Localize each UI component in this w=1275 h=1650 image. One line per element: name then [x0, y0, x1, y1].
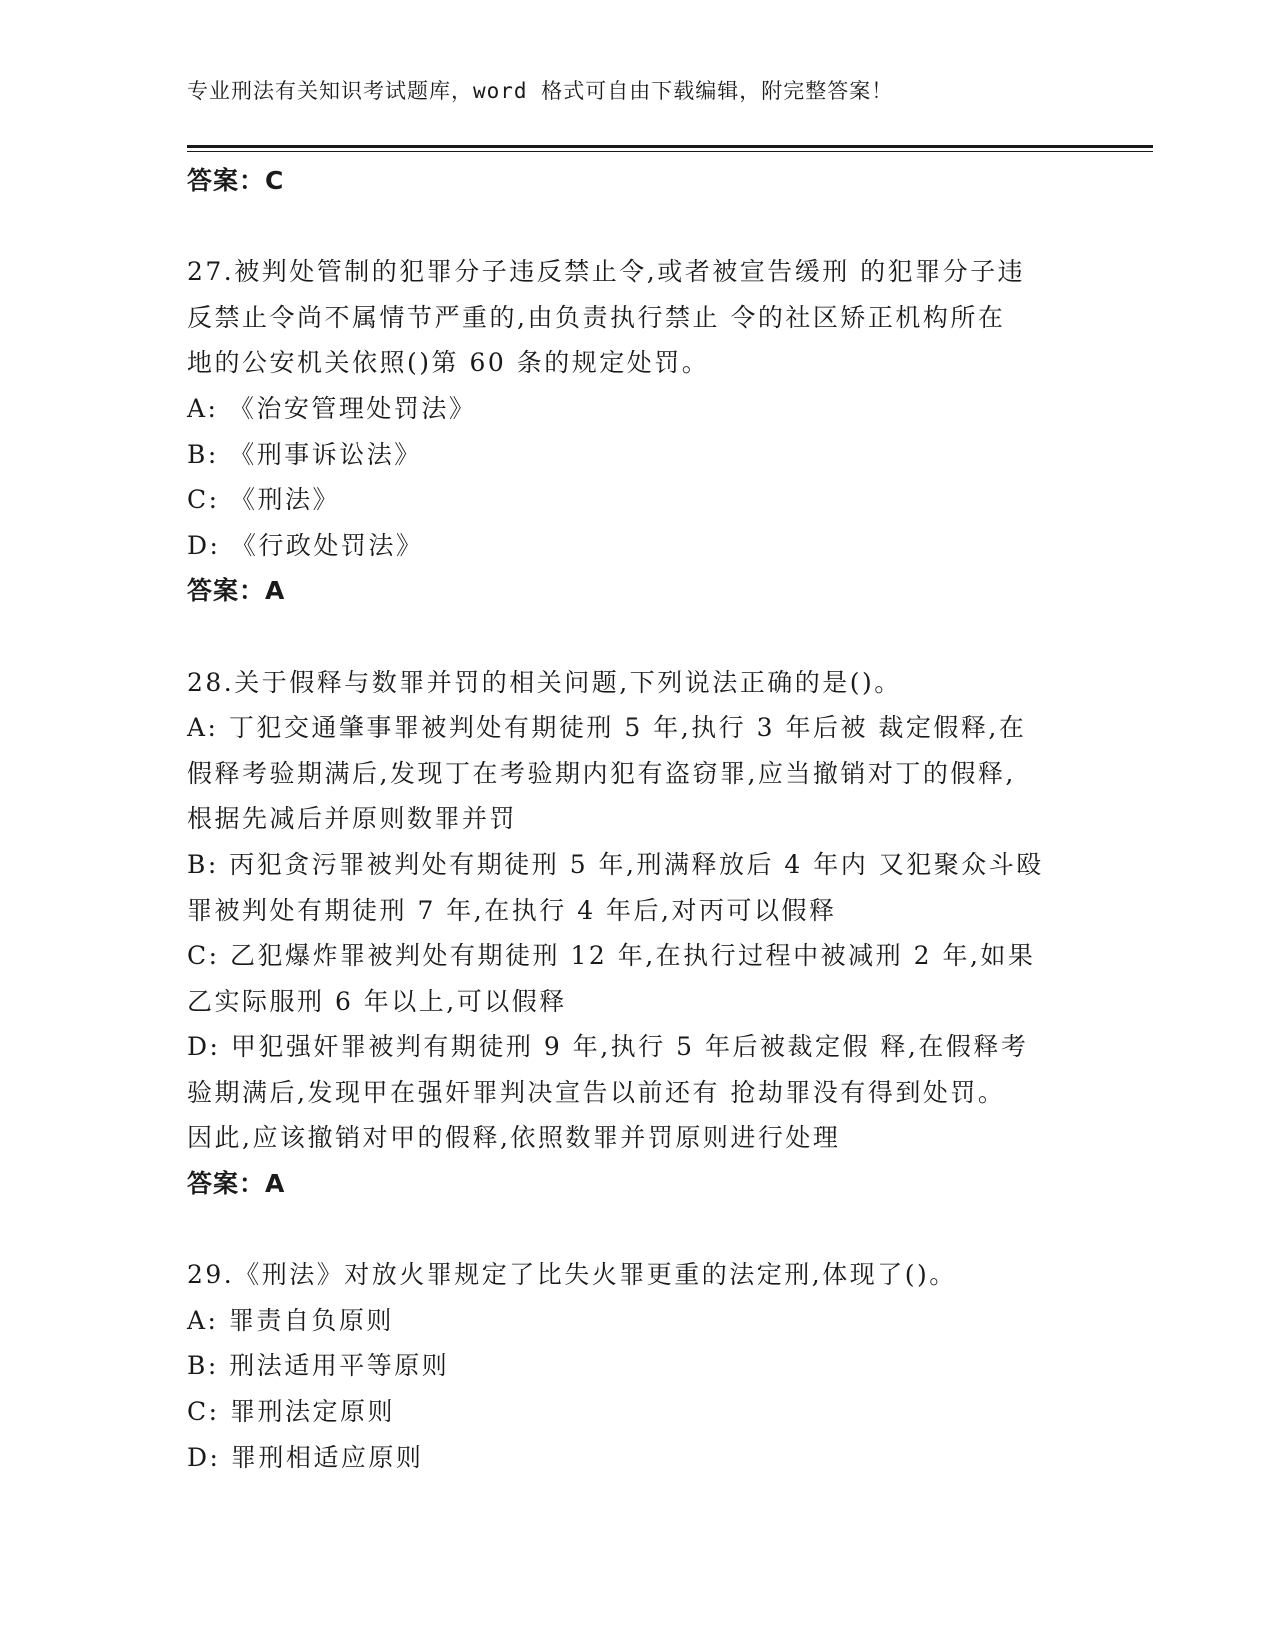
option-line: D: 《行政处罚法》 — [187, 530, 424, 560]
page-header: 专业刑法有关知识考试题库，word 格式可自由下载编辑，附完整答案！ — [187, 79, 894, 103]
option-a — [187, 386, 1087, 432]
option-line: A: 丁犯交通肇事罪被判处有期徒刑 5 年,执行 3 年后被 裁定假释,在 — [187, 713, 1027, 743]
stem-line: 29.《刑法》对放火罪规定了比失火罪更重的法定刑,体现了()。 — [187, 1260, 957, 1290]
option-b — [187, 432, 1087, 478]
option-line: 罪被判处有期徒刑 7 年,在执行 4 年后,对丙可以假释 — [187, 895, 837, 925]
option-c — [187, 477, 1087, 523]
option-line: C: 《刑法》 — [187, 485, 340, 515]
option-a — [187, 1298, 1087, 1344]
stem-line: 反禁止令尚不属情节严重的,由负责执行禁止 令的社区矫正机构所在 — [187, 302, 1006, 332]
option-line: 乙实际服刑 6 年以上,可以假释 — [187, 986, 567, 1016]
header-rule-thick — [187, 145, 1153, 148]
option-line: A: 《治安管理处罚法》 — [187, 393, 477, 423]
question-28 — [187, 660, 1087, 1207]
option-line: C: 罪刑法定原则 — [187, 1397, 395, 1427]
option-line: 根据先减后并原则数罪并罚 — [187, 804, 518, 834]
option-line: 假释考验期满后,发现丁在考验期内犯有盗窃罪,应当撤销对丁的假释, — [187, 758, 1016, 788]
answer-label: 答案：A — [187, 576, 286, 606]
stem-line: 地的公安机关依照()第 60 条的规定处罚。 — [187, 348, 710, 378]
option-b — [187, 842, 1087, 933]
spacer — [187, 204, 1087, 250]
answer-label: 答案：A — [187, 1169, 286, 1199]
option-b — [187, 1343, 1087, 1389]
option-line: B: 刑法适用平等原则 — [187, 1351, 450, 1381]
option-line: 验期满后,发现甲在强奸罪判决宣告以前还有 抢劫罪没有得到处罚。 — [187, 1077, 1006, 1107]
question-stem — [187, 1252, 1087, 1298]
option-line: A: 罪责自负原则 — [187, 1305, 394, 1335]
option-d — [187, 1435, 1087, 1481]
header-rule-thin — [187, 151, 1153, 152]
option-d — [187, 523, 1087, 569]
previous-answer: 答案：C — [187, 166, 285, 195]
document-body — [187, 158, 1087, 1480]
question-29 — [187, 1252, 1087, 1480]
option-line: B: 丙犯贪污罪被判处有期徒刑 5 年,刑满释放后 4 年内 又犯聚众斗殴 — [187, 849, 1044, 879]
spacer — [187, 1207, 1087, 1253]
option-line: D: 甲犯强奸罪被判有期徒刑 9 年,执行 5 年后被裁定假 释,在假释考 — [187, 1032, 1029, 1062]
stem-line: 28.关于假释与数罪并罚的相关问题,下列说法正确的是()。 — [187, 667, 902, 697]
option-line: D: 罪刑相适应原则 — [187, 1442, 424, 1472]
question-27 — [187, 249, 1087, 614]
option-d — [187, 1024, 1087, 1161]
question-stem — [187, 249, 1087, 386]
option-line: 因此,应该撤销对甲的假释,依照数罪并罚原则进行处理 — [187, 1123, 841, 1153]
option-line: B: 《刑事诉讼法》 — [187, 439, 422, 469]
stem-line: 27.被判处管制的犯罪分子违反禁止令,或者被宣告缓刑 的犯罪分子违 — [187, 257, 1026, 287]
option-a — [187, 705, 1087, 842]
spacer — [187, 614, 1087, 660]
option-c — [187, 933, 1087, 1024]
question-stem — [187, 660, 1087, 706]
option-line: C: 乙犯爆炸罪被判处有期徒刑 12 年,在执行过程中被减刑 2 年,如果 — [187, 941, 1036, 971]
option-c — [187, 1389, 1087, 1435]
